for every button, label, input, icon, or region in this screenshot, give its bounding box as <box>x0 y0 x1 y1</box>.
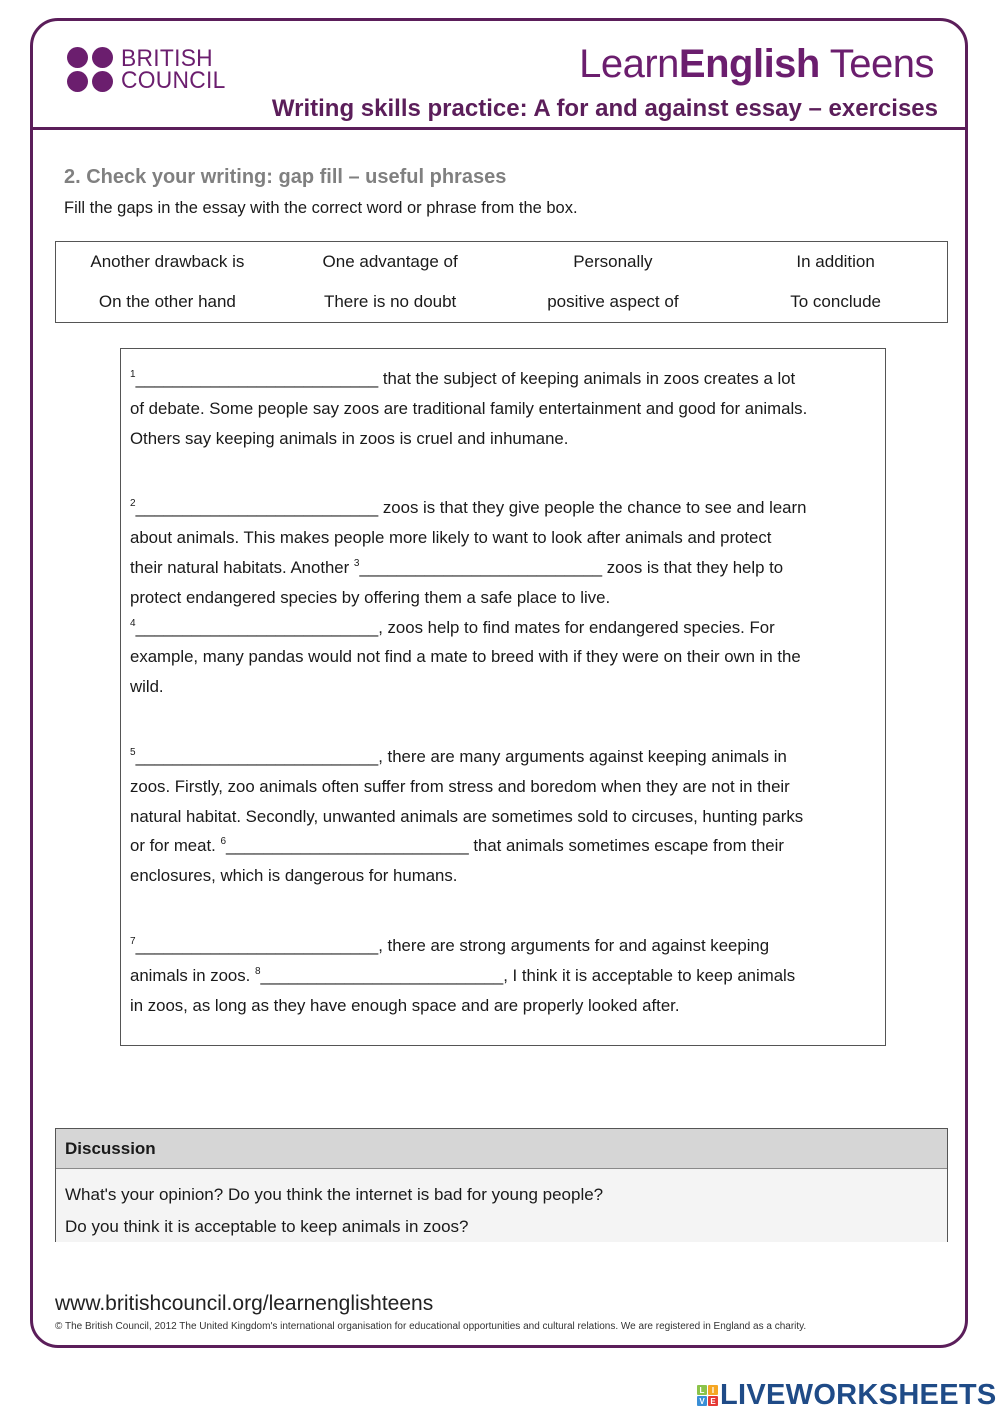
logo-line-1: BRITISH <box>121 44 213 72</box>
essay-line: wild. <box>130 677 164 697</box>
essay-line: $^7$__________________________, there are strong arguments for and against keeping <box>130 931 877 961</box>
phrase-box <box>55 241 948 323</box>
learnenglish-teens-logo: LearnEnglish Teens <box>579 42 934 86</box>
gap-6-input[interactable]: __________________________ <box>226 836 469 856</box>
essay-line: $^1$__________________________ that the subject of keeping animals in zoos creates a lot <box>130 364 877 394</box>
discussion-heading: Discussion <box>56 1129 947 1169</box>
essay-line: protect endangered species by offering them a safe place to live. <box>130 587 611 607</box>
essay-line: enclosures, which is dangerous for humans. <box>130 866 458 886</box>
essay-line: in zoos, as long as they have enough space and are properly looked after. <box>130 995 680 1015</box>
gap-number: 8 <box>254 965 261 977</box>
exercise-title: 2. Check your writing: gap fill – useful phrases <box>64 166 507 188</box>
logo-line-2: COUNCIL <box>121 66 226 94</box>
phrase-option[interactable]: Another drawback is <box>90 252 245 271</box>
liveworksheets-squares-icon: L I V E <box>697 1385 718 1406</box>
essay-line: about animals. This makes people more likely to want to look after animals and protect <box>130 528 772 548</box>
page-title: Writing skills practice: A for and against essay – exercises <box>271 95 938 122</box>
gap-7-input[interactable]: __________________________ <box>135 935 379 955</box>
exercise-instructions: Fill the gaps in the essay with the correct word or phrase from the box. <box>64 199 578 217</box>
phrase-option[interactable]: positive aspect of <box>547 292 679 311</box>
british-council-logo <box>67 44 231 94</box>
essay-line: of debate. Some people say zoos are traditional family entertainment and good for animals. <box>130 398 808 418</box>
gap-5-input[interactable]: __________________________ <box>135 746 379 766</box>
gap-4-input[interactable]: __________________________ <box>135 617 379 637</box>
phrase-option[interactable]: On the other hand <box>98 292 236 311</box>
essay-line: example, many pandas would not find a mate to breed with if they were on their own in the <box>130 647 801 667</box>
header-divider <box>30 127 968 130</box>
gap-number: 5 <box>130 746 136 758</box>
gap-number: 2 <box>130 498 136 510</box>
discussion-question: What's your opinion? Do you think the internet is bad for young people? <box>65 1185 604 1204</box>
british-council-dots-icon <box>67 47 114 92</box>
gap-number: 3 <box>353 557 360 569</box>
gap-number: 6 <box>220 836 227 848</box>
gap-number: 4 <box>130 617 136 629</box>
essay-line: natural habitat. Secondly, unwanted animals are sometimes sold to circuses, hunting parks <box>130 806 804 826</box>
footer-url: www.britishcouncil.org/learnenglishteens <box>55 1292 434 1315</box>
liveworksheets-wordmark: LIVEWORKSHEETS <box>720 1379 997 1411</box>
gap-number: 7 <box>130 935 136 947</box>
gap-1-input[interactable]: __________________________ <box>135 369 379 388</box>
phrase-option[interactable]: There is no doubt <box>323 292 457 311</box>
essay-line: $^5$__________________________, there are many arguments against keeping animals in <box>130 742 877 772</box>
phrase-option[interactable]: In addition <box>796 252 875 271</box>
essay-line: their natural habitats. Another $^3$__________________________ zoos is that they help to <box>130 553 877 583</box>
essay-line: zoos. Firstly, zoo animals often suffer from stress and boredom when they are not in their <box>130 776 790 796</box>
phrase-option[interactable]: To conclude <box>790 292 881 311</box>
essay-line: $^4$__________________________, zoos help to find mates for endangered species. For <box>130 613 877 643</box>
gap-2-input[interactable]: __________________________ <box>135 498 379 518</box>
essay-box <box>120 348 886 1046</box>
phrase-option[interactable]: One advantage of <box>322 252 458 271</box>
gap-8-input[interactable]: __________________________ <box>260 965 504 985</box>
gap-number: 1 <box>130 369 136 380</box>
discussion-box <box>55 1128 948 1242</box>
gap-3-input[interactable]: __________________________ <box>359 557 603 577</box>
liveworksheets-logo <box>697 1379 997 1412</box>
essay-line: $^2$__________________________ zoos is that they give people the chance to see and learn <box>130 493 877 523</box>
discussion-question: Do you think it is acceptable to keep animals in zoos? <box>65 1217 469 1236</box>
essay-line: animals in zoos. $^8$__________________________, I think it is acceptable to keep animals <box>130 961 877 991</box>
essay-line: Others say keeping animals in zoos is cruel and inhumane. <box>130 428 569 448</box>
footer-copyright: © The British Council, 2012 The United Kingdom's international organisation for educational opportunities and cultural relations. We are registered in England as a charity. <box>55 1321 807 1332</box>
phrase-option[interactable]: Personally <box>573 252 653 271</box>
essay-line: or for meat. $^6$__________________________ that animals sometimes escape from their <box>130 831 877 861</box>
